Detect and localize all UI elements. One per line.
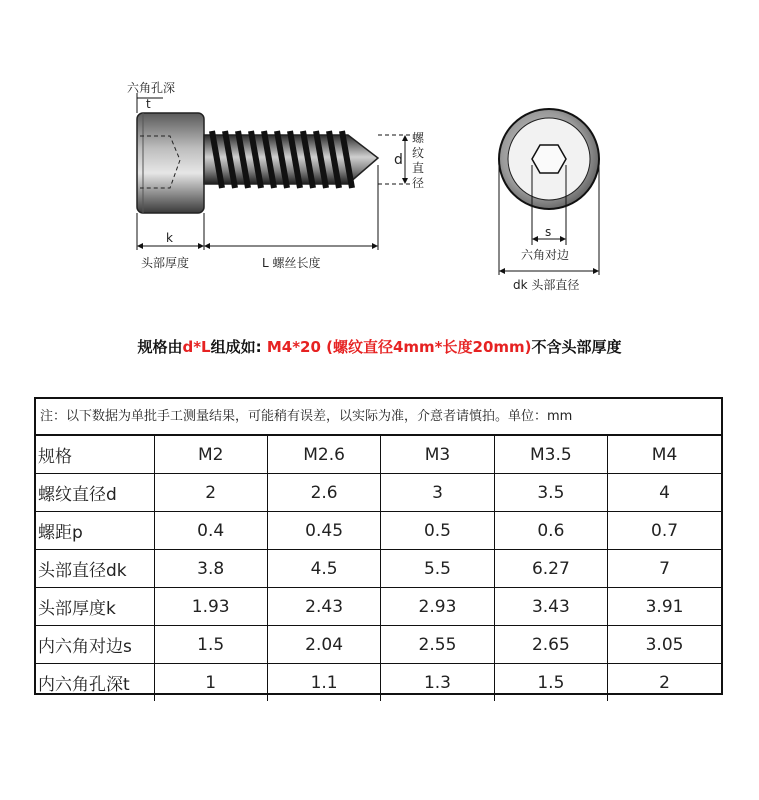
- table-row: [36, 550, 721, 588]
- table-cell: 4: [608, 474, 721, 512]
- hex-across-flats-label: 六角对边: [521, 248, 570, 262]
- table-cell: 0.45: [267, 512, 380, 550]
- table-cell: 1.3: [381, 664, 494, 702]
- spec-suffix: 不含头部厚度: [531, 338, 622, 356]
- table-cell: 4.5: [267, 550, 380, 588]
- d-label: d: [394, 152, 403, 168]
- table-cell: 3.05: [608, 626, 721, 664]
- thread-diameter-label: 螺纹直径: [411, 131, 424, 190]
- table-cell: 3.91: [608, 588, 721, 626]
- table-row: [36, 626, 721, 664]
- table-cell: 2: [154, 474, 267, 512]
- hex-depth-label: 六角孔深: [127, 81, 176, 95]
- screw-side-view: [137, 113, 378, 213]
- table-row: [36, 664, 721, 702]
- table-row: [36, 436, 721, 474]
- k-label: k: [166, 231, 173, 245]
- spec-line: [0, 336, 759, 357]
- table-cell: 2.04: [267, 626, 380, 664]
- table-cell: 7: [608, 550, 721, 588]
- table-cell: 0.5: [381, 512, 494, 550]
- table-cell: 1.1: [267, 664, 380, 702]
- row-label: 规格: [36, 436, 154, 474]
- table-cell: M4: [608, 436, 721, 474]
- table-cell: 2.55: [381, 626, 494, 664]
- table-cell: 3.8: [154, 550, 267, 588]
- table-cell: 0.4: [154, 512, 267, 550]
- row-label: 内六角对边s: [36, 626, 154, 664]
- t-label: t: [146, 97, 151, 111]
- screw-end-view: [499, 109, 599, 209]
- table-cell: 6.27: [494, 550, 607, 588]
- table-cell: 2.93: [381, 588, 494, 626]
- table-note: 注：以下数据为单批手工测量结果，可能稍有误差，以实际为准，介意者请慎拍。单位：mm: [36, 399, 721, 436]
- table-cell: 2.6: [267, 474, 380, 512]
- table-cell: 5.5: [381, 550, 494, 588]
- table-cell: 0.7: [608, 512, 721, 550]
- spec-middle: 组成如:: [210, 338, 267, 356]
- table-cell: 1: [154, 664, 267, 702]
- table-cell: 3.43: [494, 588, 607, 626]
- table-cell: 1.5: [494, 664, 607, 702]
- table-cell: 3: [381, 474, 494, 512]
- spec-example: M4*20 (螺纹直径4mm*长度20mm): [266, 338, 532, 356]
- s-label: s: [545, 225, 552, 239]
- hex-socket: [532, 145, 566, 173]
- row-label: 头部直径dk: [36, 550, 154, 588]
- row-label: 内六角孔深t: [36, 664, 154, 702]
- table-cell: M3.5: [494, 436, 607, 474]
- screw-head: [137, 113, 204, 213]
- table-row: [36, 474, 721, 512]
- head-thickness-label: 头部厚度: [141, 256, 190, 270]
- table-row: [36, 588, 721, 626]
- table-cell: 1.93: [154, 588, 267, 626]
- table-cell: M3: [381, 436, 494, 474]
- row-label: 螺纹直径d: [36, 474, 154, 512]
- spec-prefix: 规格由: [137, 338, 183, 356]
- table-cell: M2.6: [267, 436, 380, 474]
- table-row: [36, 512, 721, 550]
- table-cell: 3.5: [494, 474, 607, 512]
- dimension-table: [34, 397, 723, 695]
- table-cell: 2: [608, 664, 721, 702]
- table-cell: 1.5: [154, 626, 267, 664]
- table-cell: 2.43: [267, 588, 380, 626]
- table-cell: M2: [154, 436, 267, 474]
- row-label: 螺距p: [36, 512, 154, 550]
- dimension-grid: [36, 436, 721, 701]
- spec-formula: d*L: [182, 338, 211, 356]
- screw-diagram: [0, 0, 759, 320]
- head-diameter-label: dk 头部直径: [513, 278, 580, 292]
- row-label: 头部厚度k: [36, 588, 154, 626]
- table-cell: 0.6: [494, 512, 607, 550]
- screw-length-label: L 螺丝长度: [262, 256, 321, 270]
- table-cell: 2.65: [494, 626, 607, 664]
